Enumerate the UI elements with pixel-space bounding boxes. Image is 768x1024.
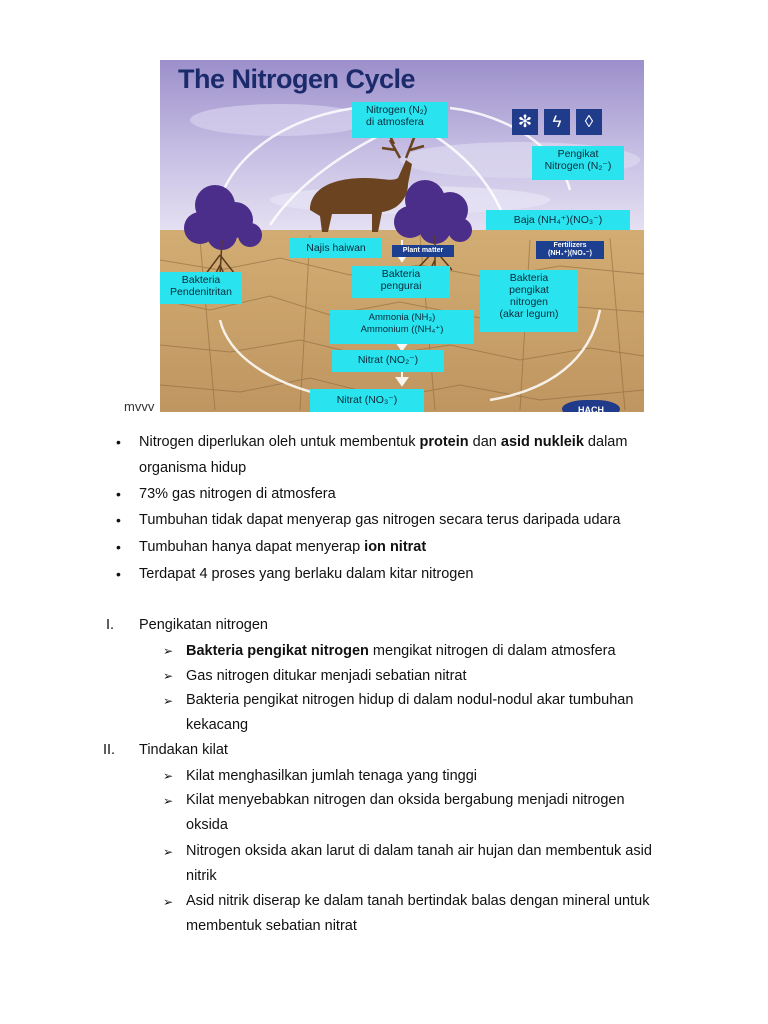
text-segment: mengikat nitrogen di dalam atmosfera <box>368 643 616 659</box>
bold-term-protein: protein <box>419 434 469 450</box>
label-plant-matter: Plant matter <box>392 245 454 257</box>
figure-title: The Nitrogen Cycle <box>178 64 416 94</box>
bullet-marker: • <box>116 539 121 555</box>
bullet-marker: • <box>116 512 121 528</box>
arrow-bullet: ➢ <box>163 895 174 909</box>
sub-item: Kilat menyebabkan nitrogen dan oksida bergabung menjadi nitrogen oksida <box>186 792 625 833</box>
arrow-bullet: ➢ <box>163 769 174 783</box>
bullet-item-4 <box>139 534 679 560</box>
label-denitrifying-bacteria: Bakteria Pendenitritan <box>160 272 242 304</box>
label-nitrogen-atmosphere: Nitrogen (N₂) di atmosfera <box>352 102 448 138</box>
bullet-marker: • <box>116 486 121 502</box>
label-ammonia: Ammonia (NH₃) Ammonium ((NH₄⁺) <box>330 310 474 344</box>
hach-logo: HACH <box>562 400 620 412</box>
text-segment: Tumbuhan hanya dapat menyerap <box>139 539 365 555</box>
section-title: Pengikatan nitrogen <box>139 617 268 633</box>
label-nitrite: Nitrat (NO₂⁻) <box>332 350 444 372</box>
water-drop-icon: ◊ <box>576 109 602 135</box>
figure-caption: mvvv <box>124 399 155 414</box>
lightning-icon: ϟ <box>544 109 570 135</box>
arrow-bullet: ➢ <box>163 845 174 859</box>
sub-item: Bakteria pengikat nitrogen hidup di dalam nodul-nodul akar tumbuhan kekacang <box>186 692 634 733</box>
bold-term-fixing-bacteria: Bakteria pengikat nitrogen <box>186 643 369 659</box>
bullet-item-5: Terdapat 4 proses yang berlaku dalam kitar nitrogen <box>139 566 474 582</box>
arrow-bullet: ➢ <box>163 694 174 708</box>
bullet-item-2: 73% gas nitrogen di atmosfera <box>139 486 336 502</box>
arrow-bullet: ➢ <box>163 644 174 658</box>
text-segment: dan <box>468 434 501 450</box>
arrow-bullet: ➢ <box>163 794 174 808</box>
sub-item: Asid nitrik diserap ke dalam tanah bertindak balas dengan mineral untuk membentuk sebatian nitrat <box>186 893 650 934</box>
label-decomposer-bacteria: Bakteria pengurai <box>352 266 450 298</box>
label-nitrate: Nitrat (NO₃⁻) <box>310 389 424 412</box>
sub-item: Gas nitrogen ditukar menjadi sebatian nitrat <box>186 668 467 684</box>
sub-item <box>186 638 686 664</box>
text-segment: dalam organisma hidup <box>139 434 628 476</box>
bullet-item-3: Tumbuhan tidak dapat menyerap gas nitrogen secara terus daripada udara <box>139 512 621 528</box>
nitrogen-cycle-figure <box>160 60 644 412</box>
label-fertilizer: Baja (NH₄⁺)(NO₃⁻) <box>486 210 630 230</box>
bold-term-nucleic-acid: asid nukleik <box>500 434 584 450</box>
sub-item: Nitrogen oksida akan larut di dalam tanah air hujan dan membentuk asid nitrik <box>186 843 652 884</box>
bold-term-nitrate-ion: ion nitrat <box>364 539 427 555</box>
arrow-bullet: ➢ <box>163 669 174 683</box>
label-fixing-bacteria: Bakteria pengikat nitrogen (akar legum) <box>480 270 578 332</box>
section-numeral: I. <box>106 617 115 633</box>
section-title: Tindakan kilat <box>139 742 228 758</box>
bullet-item-1 <box>139 429 679 481</box>
bullet-marker: • <box>116 434 121 450</box>
wind-icon: ✻ <box>512 109 538 135</box>
sub-item: Kilat menghasilkan jumlah tenaga yang tinggi <box>186 768 477 784</box>
label-animal-waste: Najis haiwan <box>290 238 382 258</box>
text-segment: Nitrogen diperlukan oleh untuk membentuk <box>139 434 420 450</box>
section-numeral: II. <box>103 742 116 758</box>
label-nitrogen-fixer: Pengikat Nitrogen (N₂⁻) <box>532 146 624 180</box>
bullet-marker: • <box>116 566 121 582</box>
label-fertilizers-tag: Fertilizers (NH₄⁺)(NO₃⁻) <box>536 241 604 259</box>
